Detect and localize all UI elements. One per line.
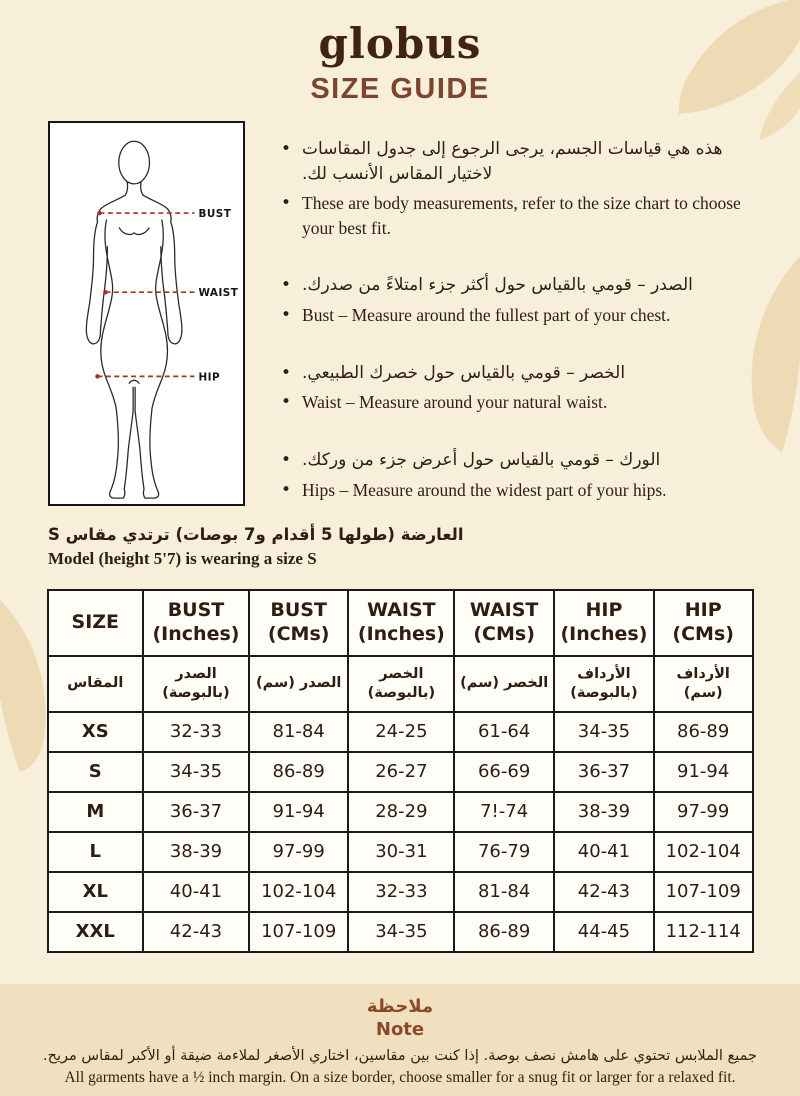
bullet-icon: • — [281, 449, 292, 470]
header-waist-inches-ar: الخصر (بالبوصة) — [348, 656, 454, 712]
header-waist-cms: WAIST (CMs) — [454, 590, 554, 656]
size-cell: XL — [48, 872, 144, 912]
header-hip-cms-ar: الأرداف (سم) — [654, 656, 753, 712]
cell: 81-84 — [454, 872, 554, 912]
hip-line-label: HIP — [198, 371, 221, 384]
instruction-arabic: الخصر – قومي بالقياس حول خصرك الطبيعي. — [302, 362, 626, 383]
instruction-item-waist — [281, 361, 756, 415]
cell: 61-64 — [454, 712, 554, 752]
instruction-arabic: هذه هي قياسات الجسم، يرجى الرجوع إلى جدول المقاسات لاختيار المقاس الأنسب لك. — [302, 139, 723, 184]
cell: 86-89 — [454, 912, 554, 952]
cell: 32-33 — [143, 712, 249, 752]
header-hip-inches-ar: الأرداف (بالبوصة) — [554, 656, 654, 712]
header-size-ar: المقاس — [48, 656, 144, 712]
mannequin-illustration — [50, 123, 243, 504]
header-bust-cms-ar: الصدر (سم) — [249, 656, 349, 712]
body-measurement-diagram — [48, 121, 245, 506]
bust-line-label: BUST — [198, 208, 232, 221]
cell: 24-25 — [348, 712, 454, 752]
header-hip-inches: HIP (Inches) — [554, 590, 654, 656]
note-heading-english: Note — [375, 1019, 425, 1041]
size-cell: L — [48, 832, 144, 872]
bullet-icon: • — [281, 193, 292, 214]
size-cell: XS — [48, 712, 144, 752]
cell: 107-109 — [249, 912, 349, 952]
cell: 38-39 — [554, 792, 654, 832]
header-bust-cms: BUST (CMs) — [249, 590, 349, 656]
cell: 97-99 — [654, 792, 753, 832]
instruction-english: Waist – Measure around your natural waist. — [302, 392, 608, 413]
header-bust-inches: BUST (Inches) — [143, 590, 249, 656]
instruction-item-bust — [281, 273, 756, 327]
content-row — [0, 106, 800, 507]
cell: 97-99 — [249, 832, 349, 872]
note-section — [0, 984, 800, 1096]
page-title: SIZE GUIDE — [310, 73, 490, 106]
size-cell: S — [48, 752, 144, 792]
header-size: SIZE — [48, 590, 144, 656]
bullet-icon: • — [281, 275, 292, 296]
instruction-item-general — [281, 137, 756, 240]
cell: 28-29 — [348, 792, 454, 832]
cell: 7!-74 — [454, 792, 554, 832]
bullet-icon: • — [281, 362, 292, 383]
cell: 34-35 — [348, 912, 454, 952]
cell: 86-89 — [654, 712, 753, 752]
cell: 107-109 — [654, 872, 753, 912]
bullet-icon: • — [281, 305, 292, 326]
cell: 66-69 — [454, 752, 554, 792]
model-note-english: Model (height 5'7) is wearing a size S — [48, 549, 317, 569]
cell: 91-94 — [249, 792, 349, 832]
cell: 102-104 — [249, 872, 349, 912]
cell: 44-45 — [554, 912, 654, 952]
cell: 34-35 — [554, 712, 654, 752]
cell: 42-43 — [143, 912, 249, 952]
instruction-list — [281, 121, 756, 507]
cell: 91-94 — [654, 752, 753, 792]
header-hip-cms: HIP (CMs) — [654, 590, 753, 656]
cell: 112-114 — [654, 912, 753, 952]
cell: 81-84 — [249, 712, 349, 752]
size-cell: XXL — [48, 912, 144, 952]
table-row-xl — [48, 872, 753, 912]
cell: 32-33 — [348, 872, 454, 912]
model-note — [0, 507, 800, 572]
note-heading-arabic: ملاحظة — [366, 996, 434, 1017]
table-header-arabic — [48, 656, 753, 712]
instruction-arabic: الورك – قومي بالقياس حول أعرض جزء من وركك. — [302, 449, 661, 470]
header-bust-inches-ar: الصدر (بالبوصة) — [143, 656, 249, 712]
note-body-english: All garments have a ½ inch margin. On a size border, choose smaller for a snug fit or larger for a relaxed fit. — [64, 1069, 736, 1087]
instruction-item-hip — [281, 448, 756, 502]
cell: 40-41 — [554, 832, 654, 872]
table-row-m — [48, 792, 753, 832]
cell: 40-41 — [143, 872, 249, 912]
cell: 42-43 — [554, 872, 654, 912]
table-header-english — [48, 590, 753, 656]
header-waist-inches: WAIST (Inches) — [348, 590, 454, 656]
cell: 34-35 — [143, 752, 249, 792]
instruction-english: Hips – Measure around the widest part of your hips. — [302, 479, 667, 500]
brand-logo: globus — [318, 19, 482, 68]
note-body-arabic: جميع الملابس تحتوي على هامش نصف بوصة. إذا كنت بين مقاسين، اختاري الأصغر لملاءمة ضيقة أو الأكبر لمقاس مريح. — [43, 1047, 757, 1064]
cell: 36-37 — [143, 792, 249, 832]
cell: 86-89 — [249, 752, 349, 792]
model-note-arabic: العارضة (طولها 5 أقدام و7 بوصات) ترتدي مقاس S — [48, 525, 464, 545]
table-row-xxl — [48, 912, 753, 952]
instruction-english: Bust – Measure around the fullest part of your chest. — [302, 305, 671, 326]
cell: 36-37 — [554, 752, 654, 792]
bullet-icon: • — [281, 139, 292, 160]
table-row-l — [48, 832, 753, 872]
table-row-xs — [48, 712, 753, 752]
cell: 102-104 — [654, 832, 753, 872]
bullet-icon: • — [281, 479, 292, 500]
cell: 26-27 — [348, 752, 454, 792]
waist-line-label: WAIST — [198, 287, 239, 300]
instruction-arabic: الصدر – قومي بالقياس حول أكثر جزء امتلاءً من صدرك. — [302, 275, 693, 296]
size-chart-table — [47, 589, 754, 953]
size-cell: M — [48, 792, 144, 832]
header — [0, 0, 800, 106]
header-waist-cms-ar: الخصر (سم) — [454, 656, 554, 712]
bullet-icon: • — [281, 392, 292, 413]
cell: 38-39 — [143, 832, 249, 872]
cell: 30-31 — [348, 832, 454, 872]
table-row-s — [48, 752, 753, 792]
instruction-english: These are body measurements, refer to the size chart to choose your best fit. — [302, 193, 741, 238]
cell: 76-79 — [454, 832, 554, 872]
